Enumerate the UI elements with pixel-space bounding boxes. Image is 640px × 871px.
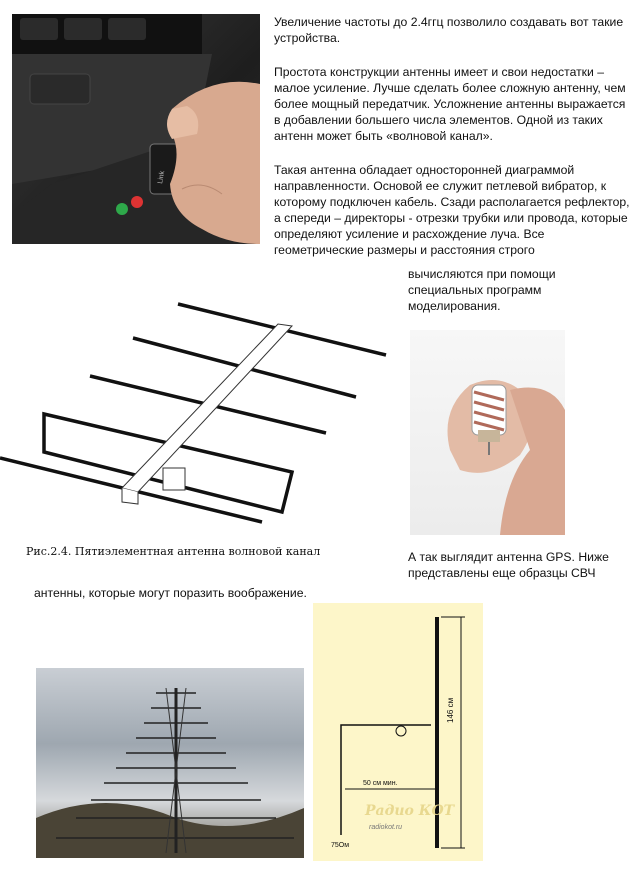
gps-illustration	[410, 330, 565, 535]
dipole-antenna-drawing	[313, 603, 483, 861]
paragraph-wave-channel: Такая антенна обладает односторонней диаграммой направленности. Основой ее служит петлевой вибратор, к которому подключен кабель. Сзади располагается рефлектор, а спереди – директоры - отрезки трубки или провода, которые определяют усиление и расхождение луча. Все геометрические размеры и расстояния строго	[274, 163, 630, 257]
figure-caption: Рис.2.4. Пятиэлементная антенна волновой канал	[26, 545, 321, 558]
yagi-antenna-drawing	[0, 290, 400, 530]
watermark-url: radiokot.ru	[369, 824, 403, 831]
log-periodic-illustration	[36, 668, 304, 858]
paragraph-wave-channel-cont: вычисляются при помощи специальных программ моделирования.	[408, 267, 556, 313]
gps-antenna-photo	[410, 330, 565, 535]
height-label: 146 см	[446, 697, 455, 723]
log-periodic-antenna-photo	[36, 668, 304, 858]
adapter-label: Link	[157, 170, 167, 185]
watermark-title: Радио КОТ	[365, 803, 455, 819]
paragraph-simplicity: Простота конструкции антенны имеет и свои недостатки – малое усиление. Лучше сделать более сложную антенну, чем более мощный передатчик. Усложнение антенны выражается в добавлении большего числа элементов. Одной из таких антенн может быть «волновой канал».	[274, 65, 626, 143]
laptop-usb-adapter-photo	[12, 14, 260, 244]
laptop-illustration	[12, 14, 260, 244]
gps-caption: А так выглядит антенна GPS. Ниже представлены еще образцы СВЧ	[408, 550, 609, 580]
gps-caption-continuation: антенны, которые могут поразить воображение.	[34, 586, 307, 600]
dipole-schematic	[313, 603, 483, 861]
cable-label: 75Ом	[331, 842, 350, 849]
paragraph-intro: Увеличение частоты до 2.4ггц позволило создавать вот такие устройства.	[274, 15, 624, 45]
width-label: 50 см мин.	[363, 780, 398, 787]
